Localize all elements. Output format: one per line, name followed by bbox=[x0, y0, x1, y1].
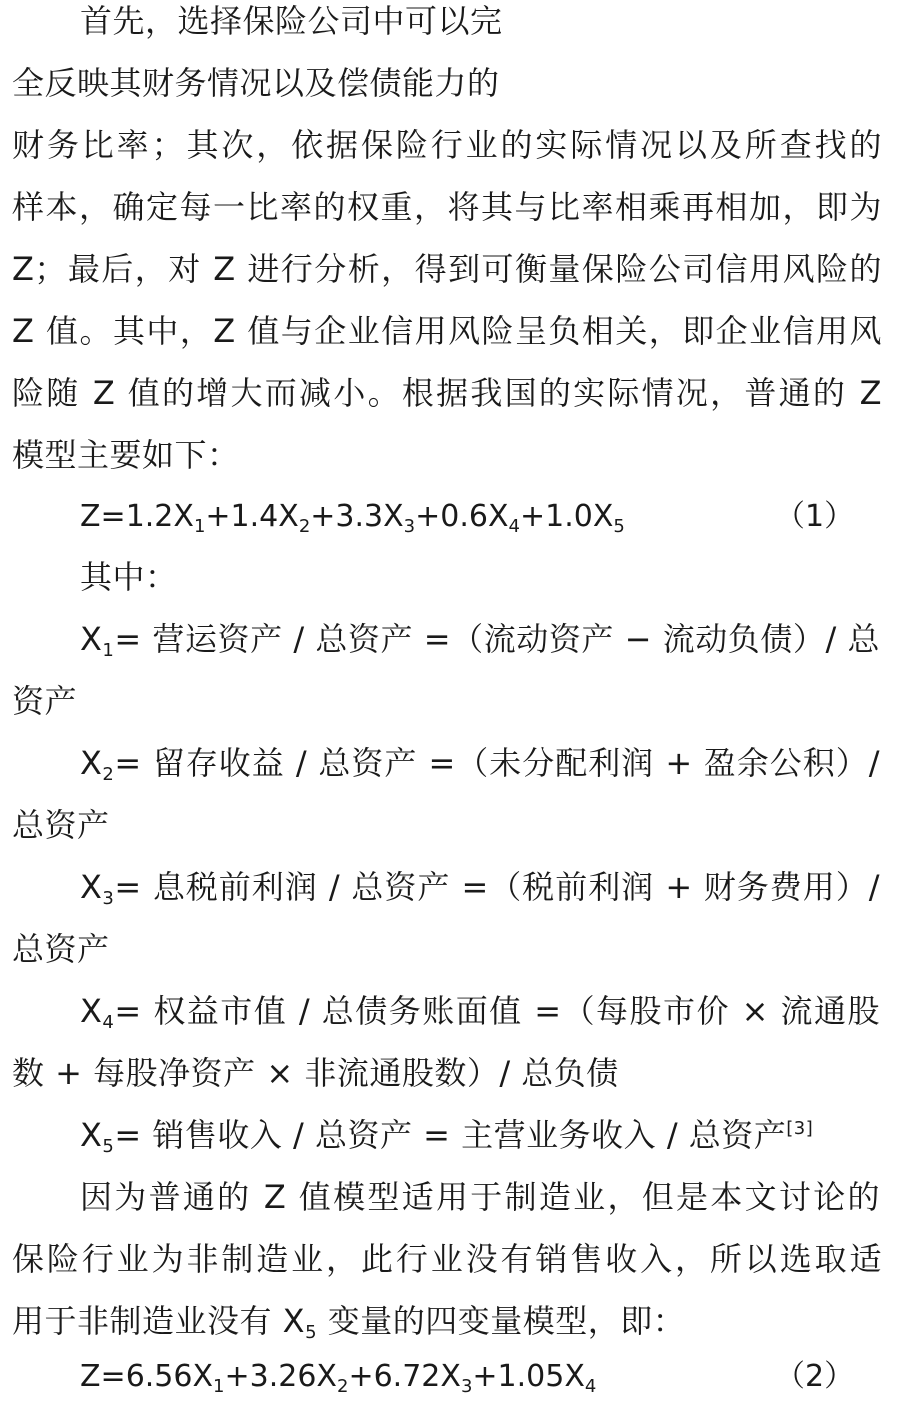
eq2-subscript: 1 bbox=[213, 1376, 225, 1397]
paragraph1-line8: 模型主要如下： bbox=[12, 436, 240, 474]
def-subscript: 3 bbox=[102, 888, 115, 909]
definition-x2-cont: 总资产 bbox=[12, 806, 110, 844]
def-text: = 销售收入 / 总资产 = 主营业务收入 / 总资产 bbox=[114, 1116, 787, 1154]
eq2-subscript: 2 bbox=[337, 1376, 349, 1397]
definition-x1 bbox=[80, 608, 880, 670]
def-text: = 营运资产 / 总资产 =（流动资产 − 流动负债）/ 总 bbox=[114, 620, 880, 658]
def-var: X bbox=[80, 992, 103, 1030]
eq2-term: +6.72X bbox=[348, 1359, 461, 1394]
eq1-term: +0.6X bbox=[415, 499, 509, 534]
definition-x2 bbox=[80, 732, 880, 794]
def-var: X bbox=[80, 744, 103, 782]
def-text: = 息税前利润 / 总资产 =（税前利润 + 财务费用）/ bbox=[114, 868, 880, 906]
equation-1-number: （1） bbox=[775, 499, 855, 534]
def-var: X bbox=[80, 620, 103, 658]
paragraph1-line3: 财务比率；其次，依据保险行业的实际情况以及所查找的 bbox=[12, 126, 882, 164]
def-subscript: 1 bbox=[102, 640, 115, 661]
definition-x4 bbox=[80, 980, 880, 1042]
p2-subscript: 5 bbox=[305, 1322, 318, 1343]
def-subscript: 4 bbox=[102, 1012, 115, 1033]
citation-ref: [3] bbox=[786, 1118, 814, 1139]
paragraph1-line6: Z 值。其中，Z 值与企业信用风险呈负相关，即企业信用风 bbox=[12, 312, 882, 350]
def-var: X bbox=[80, 1116, 103, 1154]
def-text: = 留存收益 / 总资产 =（未分配利润 + 盈余公积）/ bbox=[114, 744, 880, 782]
paragraph1-line1: 首先，选择保险公司中可以完 bbox=[80, 2, 503, 40]
def-subscript: 2 bbox=[102, 764, 115, 785]
p2-text: 用于非制造业没有 X bbox=[12, 1302, 306, 1340]
equation-2-number: （2） bbox=[775, 1359, 855, 1394]
paragraph2-line2: 保险行业为非制造业，此行业没有销售收入，所以选取适 bbox=[12, 1240, 882, 1278]
def-var: X bbox=[80, 868, 103, 906]
eq1-term: Z=1.2X bbox=[80, 499, 194, 534]
def-subscript: 5 bbox=[102, 1136, 115, 1157]
where-label: 其中： bbox=[80, 558, 178, 596]
paragraph1-line7: 险随 Z 值的增大而减小。根据我国的实际情况，普通的 Z bbox=[12, 374, 882, 412]
definition-x3 bbox=[80, 856, 880, 918]
definition-x5 bbox=[80, 1104, 880, 1166]
eq2-subscript: 4 bbox=[584, 1376, 597, 1397]
eq1-subscript: 4 bbox=[508, 516, 520, 537]
paragraph2-line1: 因为普通的 Z 值模型适用于制造业，但是本文讨论的 bbox=[80, 1178, 880, 1216]
eq2-term: +1.05X bbox=[472, 1359, 585, 1394]
paragraph1-line2: 全反映其财务情况以及偿债能力的 bbox=[12, 64, 500, 102]
eq1-subscript: 3 bbox=[403, 516, 416, 537]
paragraph2-line3 bbox=[12, 1290, 882, 1352]
eq1-term: +3.3X bbox=[310, 499, 404, 534]
paragraph1-line4: 样本，确定每一比率的权重，将其与比率相乘再相加，即为 bbox=[12, 188, 882, 226]
eq1-term: +1.4X bbox=[205, 499, 299, 534]
eq1-subscript: 2 bbox=[298, 516, 311, 537]
eq1-term: +1.0X bbox=[519, 499, 614, 534]
equation-1 bbox=[80, 486, 625, 548]
p2-text: 变量的四变量模型，即： bbox=[317, 1302, 686, 1340]
eq1-subscript: 1 bbox=[193, 516, 206, 537]
definition-x3-cont: 总资产 bbox=[12, 930, 110, 968]
eq1-subscript: 5 bbox=[613, 516, 625, 537]
equation-2 bbox=[80, 1346, 596, 1408]
definition-x1-cont: 资产 bbox=[12, 682, 78, 720]
def-text: = 权益市值 / 总债务账面值 =（每股市价 × 流通股 bbox=[114, 992, 880, 1030]
paragraph1-line5: Z；最后，对 Z 进行分析，得到可衡量保险公司信用风险的 bbox=[12, 250, 882, 288]
eq2-subscript: 3 bbox=[460, 1376, 473, 1397]
definition-x4-cont: 数 + 每股净资产 × 非流通股数）/ 总负债 bbox=[12, 1054, 619, 1092]
eq2-term: +3.26X bbox=[224, 1359, 337, 1394]
eq2-term: Z=6.56X bbox=[80, 1359, 214, 1394]
